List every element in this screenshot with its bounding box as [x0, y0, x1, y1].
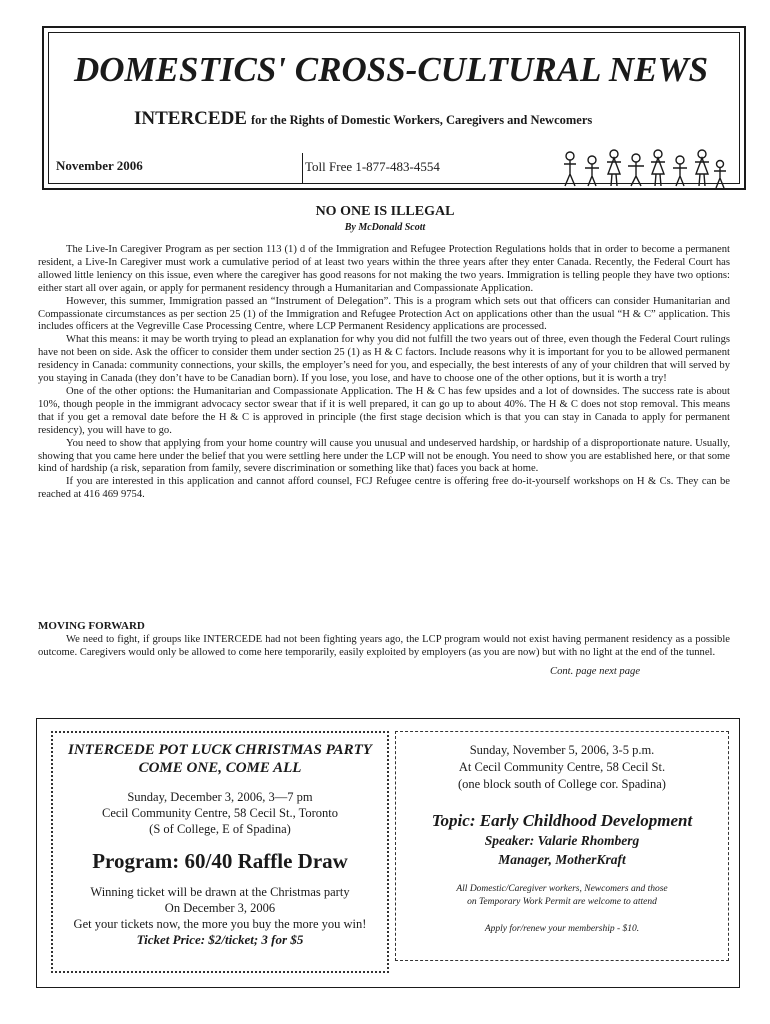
continued-note: Cont. page next page	[550, 666, 641, 677]
party-date: Sunday, December 3, 2006, 3—7 pm	[127, 790, 313, 804]
welcome-note: All Domestic/Caregiver workers, Newcomers and those	[456, 884, 668, 894]
masthead	[42, 26, 746, 190]
article-byline: By McDonald Scott	[344, 222, 426, 233]
workshop-speaker: Speaker: Valarie Rhomberg	[484, 833, 640, 848]
paragraph: If you are interested in this application and cannot afford counsel, FCJ Refugee centre is offering free do-it-yourself workshops on H & Cs. They can be reached at 416 469 9754.	[38, 476, 730, 501]
toll-free-phone: Toll Free 1-877-483-4554	[305, 159, 440, 174]
section-heading: MOVING FORWARD	[38, 620, 145, 632]
workshop-venue: At Cecil Community Centre, 58 Cecil St.	[458, 760, 666, 774]
paragraph: One of the other options: the Humanitarian and Compassionate Application. The H & C has few upsides and a lot of downsides. The success rate is about 10%, though people in the immigrant advocacy sector swear that if it is well prepared, it can go up to about 40%. The H & C does not stop removal. This means that if you get a removal date before the H & C is approved in principle (the first stage decision which is that you can stay in Canada to apply for permanent residency), you will have to go.	[38, 385, 730, 436]
party-venue: Cecil Community Centre, 58 Cecil St., Toronto	[101, 806, 339, 820]
org-name: INTERCEDE	[134, 108, 247, 129]
newsletter-title: DOMESTICS' CROSS-CULTURAL NEWS	[74, 50, 709, 89]
paragraph: You need to show that applying from your home country will cause you unusual and undeserved hardship, or hardship of a disproportionate nature. Usually, showing that you came here under the belief that you were settling here under the LCP will not be enough. You need to show you are established here, or that some kind of hardship (a risk, separation from family, severe discrimination or something like that) faces you back at home.	[38, 437, 730, 475]
issue-date: November 2006	[56, 158, 143, 173]
party-subtitle: COME ONE, COME ALL	[138, 760, 302, 776]
ticket-price: Ticket Price: $2/ticket; 3 for $5	[136, 932, 304, 947]
christmas-party-panel	[51, 731, 389, 973]
party-title: INTERCEDE POT LUCK CHRISTMAS PARTY	[68, 742, 372, 758]
divider	[302, 153, 303, 183]
people-chain-icon	[560, 148, 728, 190]
paragraph: However, this summer, Immigration passed an “Instrument of Delegation”. This is a program which sets out that officers can consider Humanitarian and Compassionate circumstances as per section 25 (1) of the Immigration and Refugee Protection Act on applications other than the usual “H & C” application. This includes officers at the Vegreville Case Processing Centre, where LCP Permanent Residency applications are processed.	[38, 295, 730, 333]
events-box	[36, 718, 740, 988]
raffle-note: Winning ticket will be drawn at the Christmas party	[90, 885, 350, 899]
raffle-program: Program: 60/40 Raffle Draw	[92, 849, 348, 873]
workshop-date: Sunday, November 5, 2006, 3-5 p.m.	[469, 743, 655, 757]
party-location: (S of College, E of Spadina)	[149, 822, 291, 836]
workshop-topic: Topic: Early Childhood Development	[431, 811, 693, 830]
phone-line	[302, 153, 440, 183]
workshop-panel	[395, 731, 729, 961]
article-headline: NO ONE IS ILLEGAL	[315, 204, 455, 219]
membership-note: Apply for/renew your membership - $10.	[484, 924, 640, 934]
raffle-call: Get your tickets now, the more you buy the more you win!	[73, 917, 367, 931]
masthead-subtitle	[134, 108, 592, 130]
paragraph: What this means: it may be worth trying to plead an explanation for why you did not fulfill the two years out of three, even though the Federal Court rulings have not been on side. Ask the officer to consider them under section 25 (1) as H & C factors. Include reasons why it is important for you to be allowed permanent residency in Canada: community connections, your skills, the employer’s need for you, and especially, the best interests of any of your children that will served by you staying in Canada (they don’t have to be Canadian born). If you lose, you lose, and have to choose one of the other options, but it is worth a try!	[38, 334, 730, 385]
article-body	[38, 244, 730, 502]
paragraph: The Live-In Caregiver Program as per section 113 (1) d of the Immigration and Refugee Protection Regulations holds that in order to become a permanent resident, a Live-In Caregiver must work a cumulative period of at least two years within the three years after they enter Canada. Recently, the Federal Court has allowed little leniency on this issue, even where the caregiver has good reasons for not making the two years. Immigration is telling people they have two options: either start all over again, or apply for permanent residency through a Humanitarian and Compassionate Application.	[38, 244, 730, 294]
welcome-note-2: on Temporary Work Permit are welcome to attend	[467, 897, 657, 907]
paragraph: We need to fight, if groups like INTERCEDE had not been fighting years ago, the LCP program would not exist having permanent residency as a possible outcome. Caregivers would only be allowed to come here temporarily, easily exploited by employers (as you are now) but with no light at the end of the tunnel.	[38, 634, 730, 658]
org-tagline: for the Rights of Domestic Workers, Caregivers and Newcomers	[250, 113, 593, 127]
moving-forward-text	[38, 634, 730, 660]
speaker-role: Manager, MotherKraft	[498, 852, 626, 867]
workshop-location: (one block south of College cor. Spadina)	[458, 777, 666, 791]
raffle-date: On December 3, 2006	[164, 901, 276, 915]
